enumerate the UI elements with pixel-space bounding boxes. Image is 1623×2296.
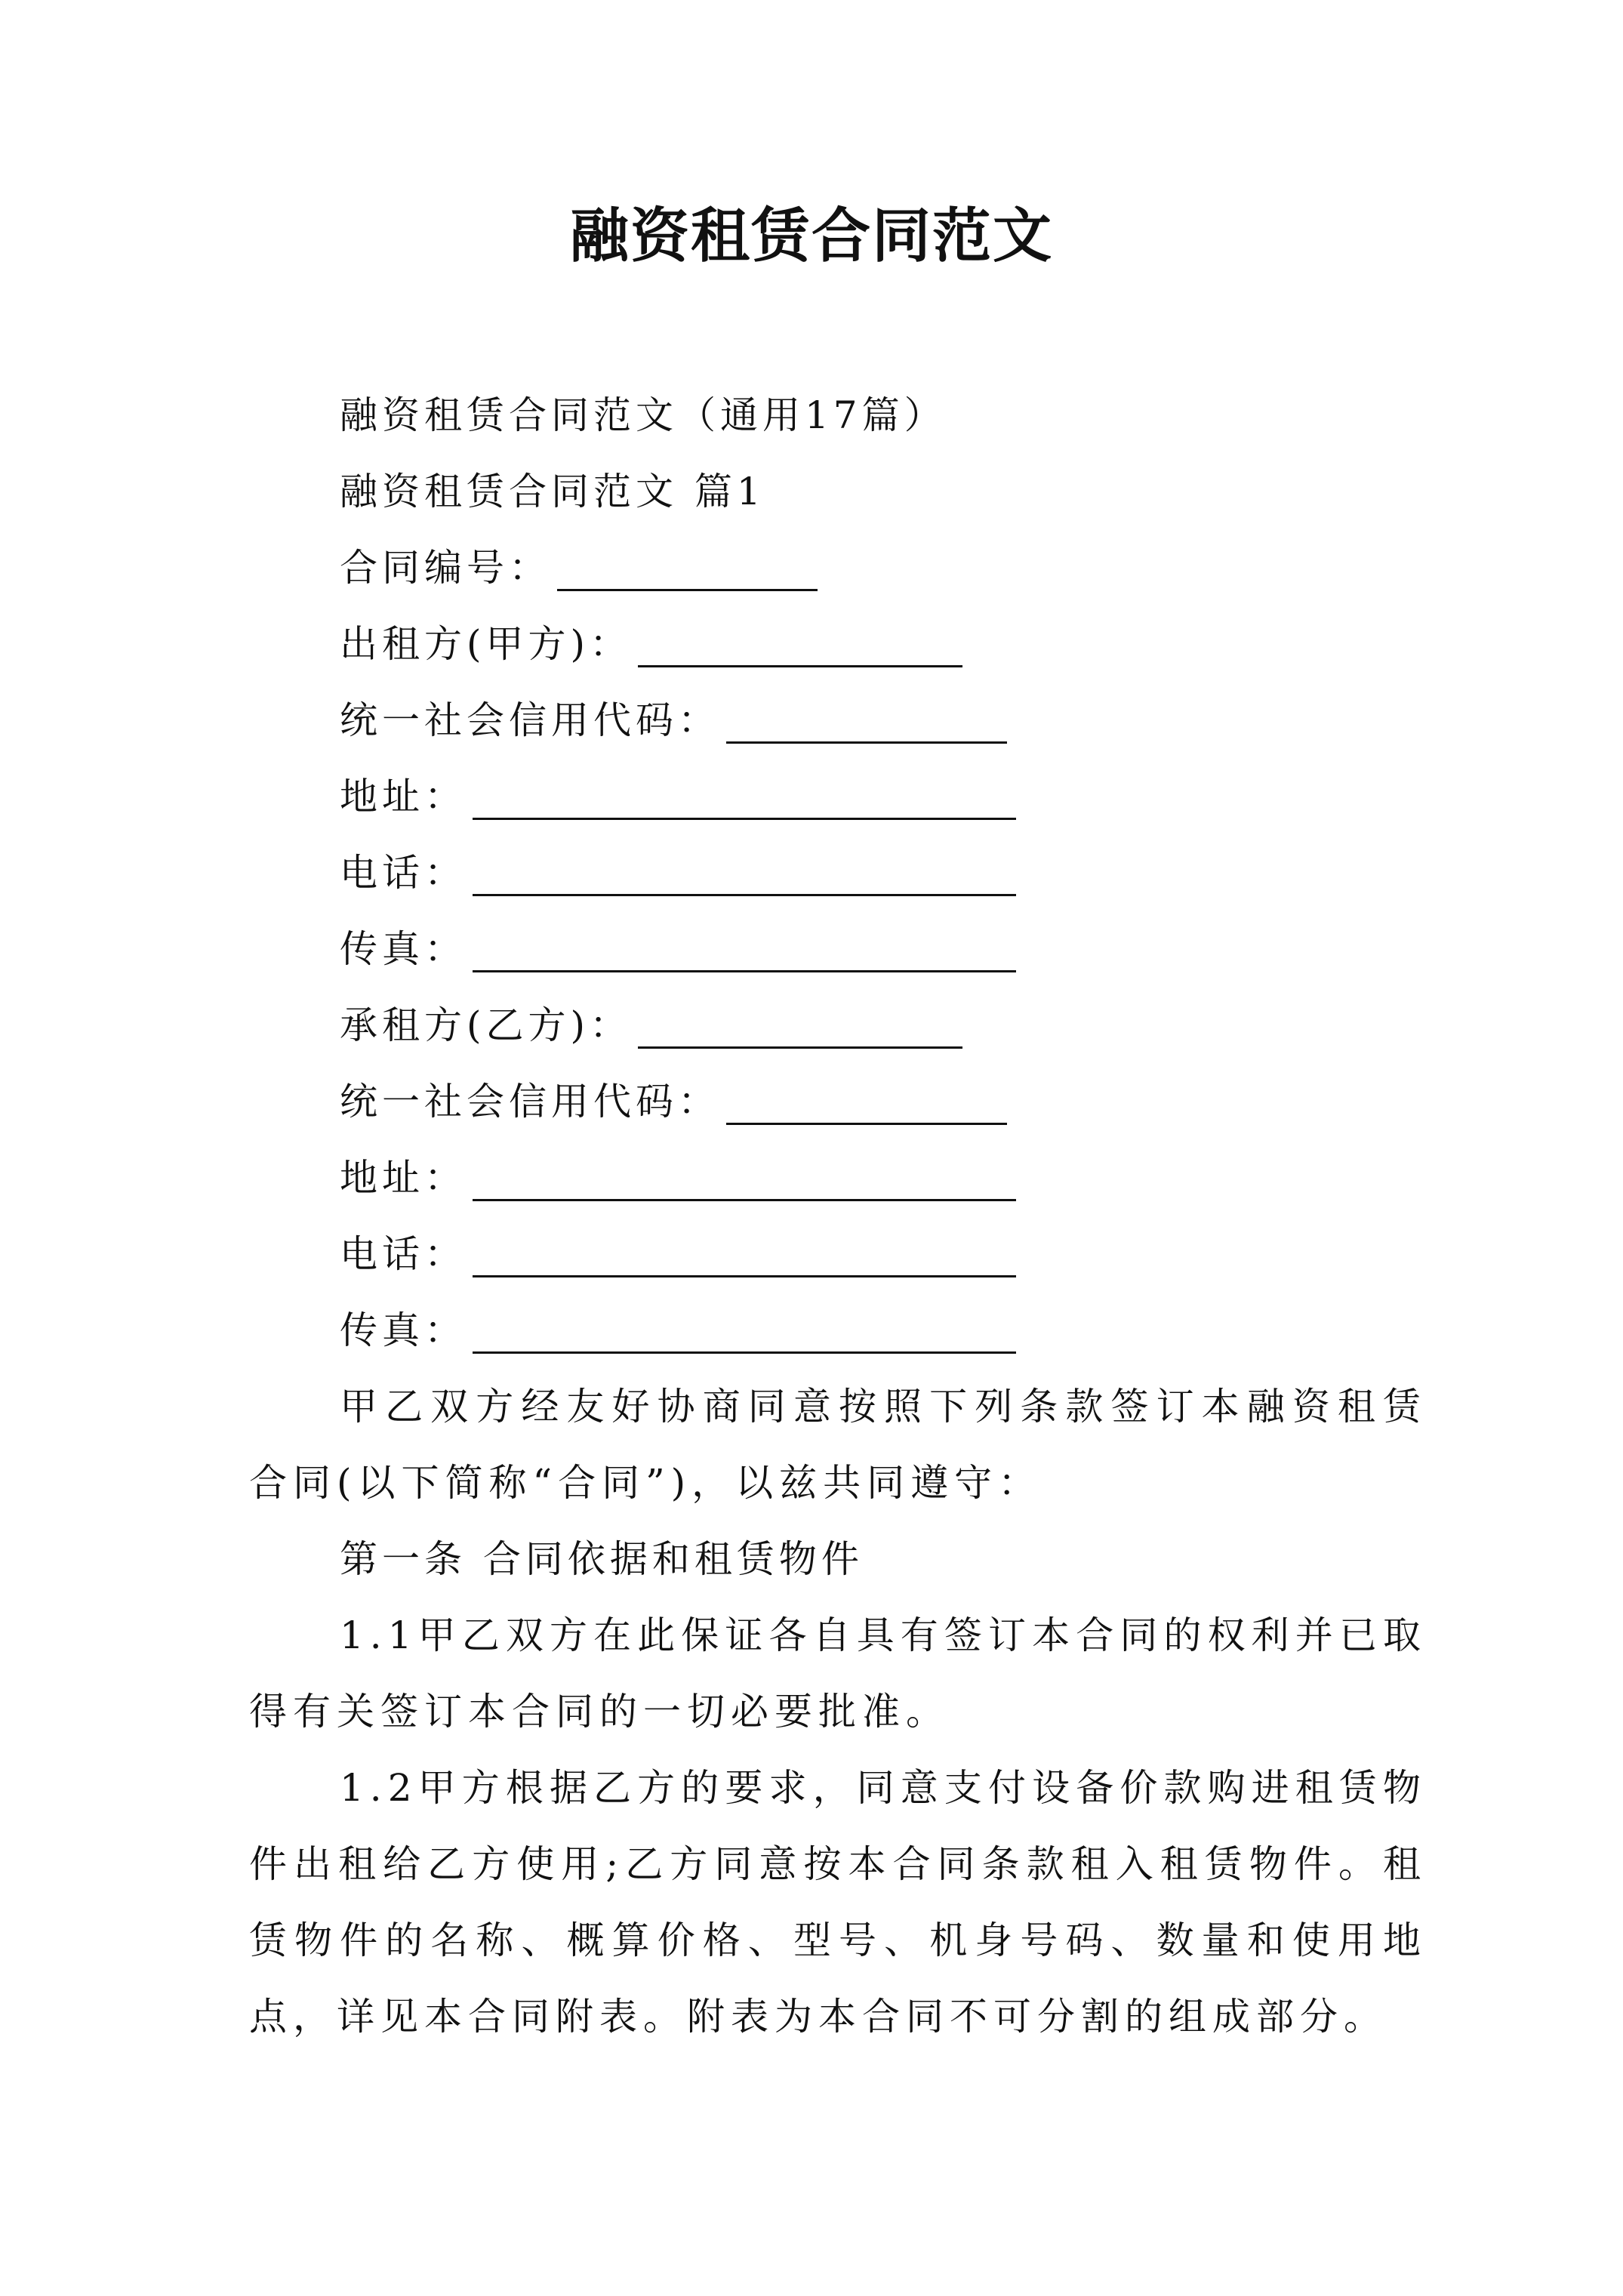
field-label: 承租方(乙方)：: [340, 1003, 633, 1047]
fill-blank-line: [473, 774, 1016, 820]
document-body: [249, 378, 1427, 2055]
field-label: 合同编号：: [340, 546, 551, 590]
field-lessor-phone: [249, 835, 1427, 911]
fill-blank-line: [638, 1003, 962, 1049]
field-label: 传真：: [340, 927, 467, 971]
field-contract-number: [249, 530, 1427, 606]
field-lessee-fax: [249, 1293, 1427, 1369]
field-label: 地址：: [340, 775, 467, 818]
piece-heading-text: 融资租赁合同范文 篇1: [340, 470, 765, 513]
field-label: 地址：: [340, 1156, 467, 1200]
field-lessor-fax: [249, 911, 1427, 988]
field-lessor-credit-code: [249, 683, 1427, 759]
clause-1-1: 1.1甲乙双方在此保证各自具有签订本合同的权利并已取得有关签订本合同的一切必要批准。: [249, 1613, 1427, 1734]
article-1-heading-text: 第一条 合同依据和租赁物件: [340, 1537, 864, 1581]
fill-blank-line: [557, 545, 818, 591]
document-title: 融资租赁合同范文: [569, 202, 1053, 270]
fill-blank-line: [473, 1308, 1016, 1354]
fill-blank-line: [473, 850, 1016, 896]
clause-1-2: 1.2甲方根据乙方的要求，同意支付设备价款购进租赁物件出租给乙方使用;乙方同意按本合同条款租入租赁物件。租赁物件的名称、概算价格、型号、机身号码、数量和使用地点，详见本合同附表。附表为本合同不可分割的组成部分。: [249, 1766, 1427, 2039]
fill-blank-line: [726, 698, 1007, 744]
field-lessee-credit-code: [249, 1064, 1427, 1140]
field-label: 电话：: [340, 1232, 467, 1276]
field-label: 统一社会信用代码：: [340, 698, 720, 742]
intro-paragraph: 甲乙双方经友好协商同意按照下列条款签订本融资租赁合同(以下简称“合同”)，以兹共同遵守：: [249, 1385, 1427, 1505]
field-lessee-address: [249, 1140, 1427, 1216]
fill-blank-line: [638, 621, 962, 667]
subtitle: [249, 378, 1427, 454]
field-label: 传真：: [340, 1308, 467, 1352]
field-lessee-phone: [249, 1216, 1427, 1293]
field-lessor: [249, 606, 1427, 683]
fill-blank-line: [473, 1155, 1016, 1201]
field-lessee: [249, 988, 1427, 1064]
field-label: 电话：: [340, 851, 467, 895]
fill-blank-line: [726, 1079, 1007, 1125]
field-lessor-address: [249, 759, 1427, 835]
subtitle-text: 融资租赁合同范文（通用17篇）: [340, 393, 947, 437]
fill-blank-line: [473, 926, 1016, 972]
fill-blank-line: [473, 1231, 1016, 1277]
field-label: 统一社会信用代码：: [340, 1080, 720, 1123]
article-1-heading: [249, 1521, 1427, 1598]
field-label: 出租方(甲方)：: [340, 622, 633, 666]
piece-heading: [249, 454, 1427, 530]
